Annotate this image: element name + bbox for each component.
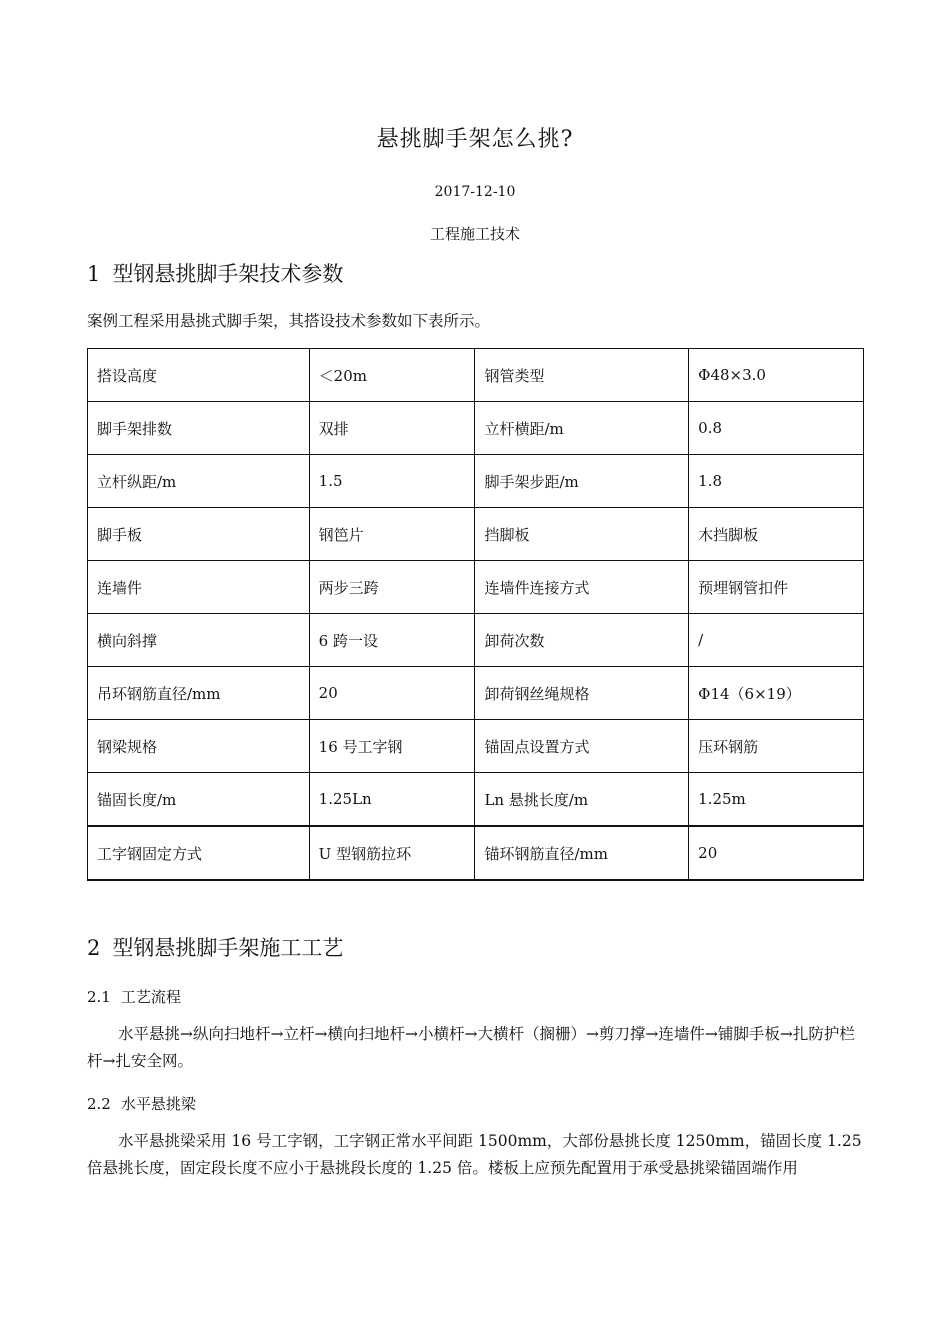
table-cell: 挡脚板 <box>475 508 689 561</box>
source-label: 工程施工技术 <box>429 225 520 243</box>
table-cell: 压环钢筋 <box>689 720 864 773</box>
table-cell: 1.25Ln <box>309 773 475 827</box>
table-cell: 1.8 <box>689 455 864 508</box>
table-cell: 钢笆片 <box>309 508 475 561</box>
table-row <box>88 773 864 827</box>
table-cell: 立杆横距/m <box>475 402 689 455</box>
subsection-2-2-title: 水平悬挑梁 <box>120 1095 196 1113</box>
table-cell: 脚手架排数 <box>88 402 310 455</box>
table-cell: 卸荷次数 <box>475 614 689 667</box>
table-cell: 锚固长度/m <box>88 773 310 827</box>
table-row <box>88 455 864 508</box>
table-cell: 脚手架步距/m <box>475 455 689 508</box>
table-cell: 工字钢固定方式 <box>88 826 310 880</box>
subsection-2-1-title: 工艺流程 <box>120 988 181 1006</box>
section-2-title: 型钢悬挑脚手架施工工艺 <box>112 936 344 960</box>
page-title: 悬挑脚手架怎么挑? <box>376 127 574 152</box>
subsection-2-2-heading <box>87 1093 196 1114</box>
table-cell: 锚环钢筋直径/mm <box>475 826 689 880</box>
section-1-heading <box>87 258 343 288</box>
process-flow-text: 水平悬挑→纵向扫地杆→立杆→横向扫地杆→小横杆→大横杆（搁栅）→剪刀撑→连墙件→铺脚手板→扎防护栏杆→扎安全网。 <box>87 1025 855 1070</box>
table-cell: 预埋钢管扣件 <box>689 561 864 614</box>
table-cell: 两步三跨 <box>309 561 475 614</box>
table-cell: 连墙件 <box>88 561 310 614</box>
table-cell: 20 <box>689 826 864 880</box>
table-row <box>88 561 864 614</box>
table-cell: 1.25m <box>689 773 864 827</box>
table-cell: 木挡脚板 <box>689 508 864 561</box>
subsection-2-1-number: 2.1 <box>87 988 111 1006</box>
table-cell: 6 跨一设 <box>309 614 475 667</box>
table-row <box>88 402 864 455</box>
table-cell: 搭设高度 <box>88 349 310 402</box>
table-row <box>88 667 864 720</box>
table-cell: 20 <box>309 667 475 720</box>
table-row <box>88 614 864 667</box>
table-cell: 卸荷钢丝绳规格 <box>475 667 689 720</box>
cantilever-beam-text: 水平悬挑梁采用 16 号工字钢，工字钢正常水平间距 1500mm，大部份悬挑长度 1250mm，锚固长度 1.25 倍悬挑长度，固定段长度不应小于悬挑段长度的 1.25 倍。楼板上应预先配置用于承受悬挑梁锚固端作用 <box>87 1132 862 1177</box>
section-2-heading <box>87 932 343 962</box>
table-cell: Φ14（6×19） <box>689 667 864 720</box>
table-row <box>88 720 864 773</box>
table-row <box>88 508 864 561</box>
table-row <box>88 349 864 402</box>
table-cell: Ln 悬挑长度/m <box>475 773 689 827</box>
table-cell: 连墙件连接方式 <box>475 561 689 614</box>
table-cell: / <box>689 614 864 667</box>
table-cell: 脚手板 <box>88 508 310 561</box>
table-cell: U 型钢筋拉环 <box>309 826 475 880</box>
table-cell: ＜20m <box>309 349 475 402</box>
table-cell: 立杆纵距/m <box>88 455 310 508</box>
table-cell: 吊环钢筋直径/mm <box>88 667 310 720</box>
parameters-table <box>87 348 864 881</box>
table-cell: 双排 <box>309 402 475 455</box>
publish-date: 2017-12-10 <box>434 184 516 200</box>
table-cell: 钢梁规格 <box>88 720 310 773</box>
section-1-intro: 案例工程采用悬挑式脚手架，其搭设技术参数如下表所示。 <box>87 312 491 330</box>
table-cell: 16 号工字钢 <box>309 720 475 773</box>
table-row <box>88 826 864 880</box>
table-cell: 横向斜撑 <box>88 614 310 667</box>
section-1-number: 1 <box>87 262 101 286</box>
section-2-number: 2 <box>87 936 101 960</box>
table-cell: 1.5 <box>309 455 475 508</box>
table-cell: 锚固点设置方式 <box>475 720 689 773</box>
table-cell: Φ48×3.0 <box>689 349 864 402</box>
subsection-2-2-number: 2.2 <box>87 1095 111 1113</box>
table-cell: 钢管类型 <box>475 349 689 402</box>
section-1-title: 型钢悬挑脚手架技术参数 <box>112 262 344 286</box>
table-cell: 0.8 <box>689 402 864 455</box>
subsection-2-1-heading <box>87 986 181 1007</box>
